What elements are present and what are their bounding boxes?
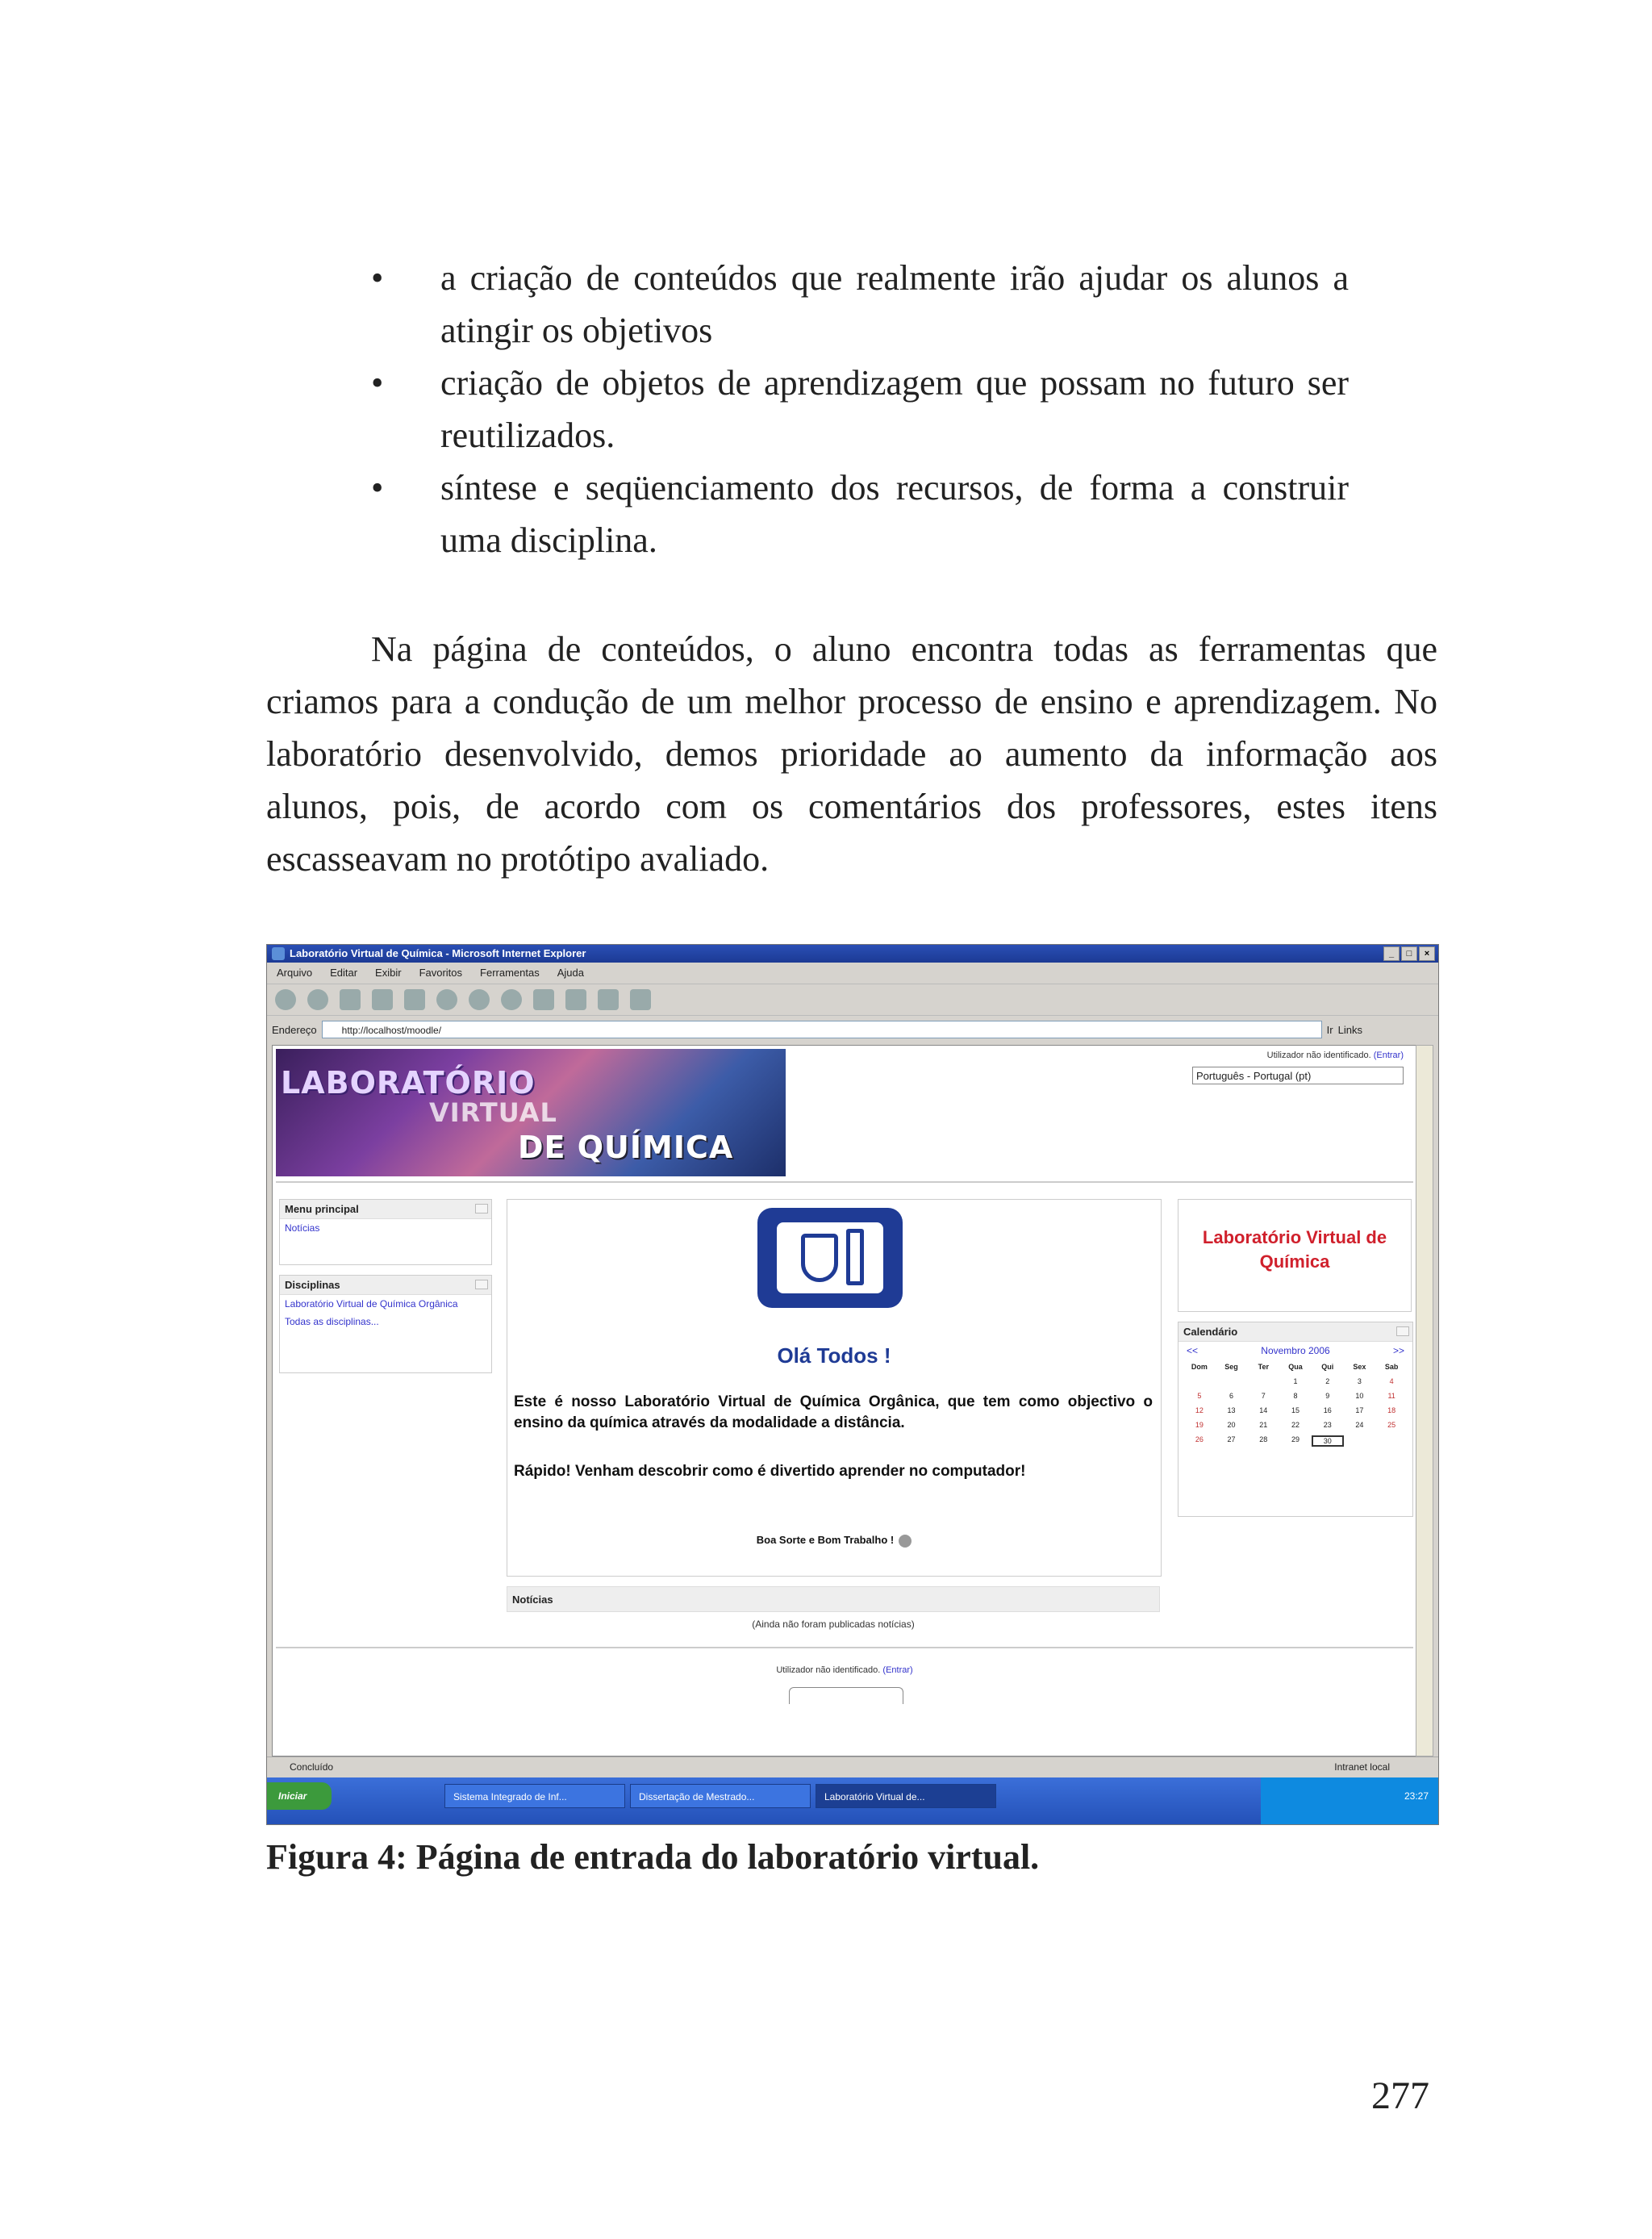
bullet-text: síntese e seqüenciamento dos recursos, de forma a construir uma disciplina. xyxy=(440,468,1349,560)
calendar-day[interactable]: 6 xyxy=(1229,1392,1234,1400)
menu-item-editar[interactable]: Editar xyxy=(330,967,358,979)
banner-line3: DE QUÍMICA xyxy=(518,1130,734,1165)
news-heading: Notícias xyxy=(507,1586,1160,1612)
menu-item-favoritos[interactable]: Favoritos xyxy=(419,967,463,979)
welcome-box xyxy=(507,1199,1162,1577)
go-button[interactable]: Ir xyxy=(1326,1023,1333,1036)
calendar-day-header: Sab xyxy=(1384,1363,1399,1371)
links-label[interactable]: Links xyxy=(1337,1023,1362,1036)
login-status: Utilizador não identificado. xyxy=(1266,1051,1371,1060)
header-divider xyxy=(276,1181,1413,1183)
bullet-item: • a criação de conteúdos que realmente irão ajudar os alunos a atingir os objetivos xyxy=(371,258,1349,350)
courses-block xyxy=(279,1275,492,1373)
bullet-text: a criação de conteúdos que realmente irão ajudar os alunos a atingir os objetivos xyxy=(440,258,1349,350)
calendar-day[interactable]: 29 xyxy=(1291,1435,1299,1443)
calendar-blank xyxy=(1247,1377,1279,1385)
next-month-link[interactable]: >> xyxy=(1392,1345,1404,1356)
calendar-month[interactable]: Novembro 2006 xyxy=(1261,1345,1330,1356)
lab-title-box: Laboratório Virtual de Química xyxy=(1178,1199,1412,1312)
calendar-day[interactable]: 11 xyxy=(1387,1392,1395,1400)
print-icon[interactable] xyxy=(565,989,586,1010)
calendar-day[interactable]: 15 xyxy=(1291,1406,1299,1414)
refresh-icon[interactable] xyxy=(372,989,393,1010)
calendar-nav xyxy=(1179,1342,1412,1360)
courses-title: Disciplinas xyxy=(280,1276,491,1295)
edit-icon[interactable] xyxy=(598,989,619,1010)
browser-viewport xyxy=(272,1045,1417,1757)
collapse-icon[interactable] xyxy=(475,1280,488,1289)
main-menu-block xyxy=(279,1199,492,1265)
banner-line2: VIRTUAL xyxy=(429,1097,557,1128)
calendar-day[interactable]: 26 xyxy=(1195,1435,1204,1443)
course-link[interactable]: Laboratório Virtual de Química Orgânica xyxy=(285,1298,458,1310)
smiley-icon xyxy=(899,1535,912,1548)
task-item[interactable]: Dissertação de Mestrado... xyxy=(630,1784,811,1808)
calendar-day[interactable]: 13 xyxy=(1227,1406,1236,1414)
window-title: Laboratório Virtual de Química - Microsoft Internet Explorer xyxy=(290,947,586,959)
calendar-day[interactable]: 24 xyxy=(1355,1421,1364,1429)
folder-icon[interactable] xyxy=(630,989,651,1010)
window-titlebar xyxy=(267,945,1438,963)
calendar-day[interactable]: 16 xyxy=(1323,1406,1332,1414)
login-link[interactable]: (Entrar) xyxy=(1373,1051,1404,1060)
calendar-day-header: Qui xyxy=(1321,1363,1334,1371)
calendar-day[interactable]: 20 xyxy=(1227,1421,1236,1429)
welcome-text: Este é nosso Laboratório Virtual de Química Orgânica, que tem como objectivo o ensino da química através da modalidade a distância. xyxy=(514,1393,1153,1431)
calendar-day[interactable]: 25 xyxy=(1387,1421,1396,1429)
site-banner xyxy=(276,1049,786,1176)
figure-caption: Figura 4: Página de entrada do laboratório virtual. xyxy=(266,1837,1040,1877)
favorites-star-icon[interactable] xyxy=(469,989,490,1010)
calendar-day[interactable]: 14 xyxy=(1259,1406,1268,1414)
lab-logo-icon xyxy=(757,1208,903,1308)
address-label: Endereço xyxy=(272,1023,317,1036)
status-bar xyxy=(267,1757,1438,1776)
minimize-icon[interactable]: _ xyxy=(1383,946,1400,961)
language-select[interactable]: Português - Portugal (pt) xyxy=(1192,1067,1404,1084)
menu-item-ferramentas[interactable]: Ferramentas xyxy=(480,967,540,979)
mail-icon[interactable] xyxy=(533,989,554,1010)
taskbar xyxy=(267,1777,1438,1824)
calendar-day[interactable]: 30 xyxy=(1312,1435,1344,1447)
welcome-text-2: Rápido! Venham descobrir como é divertido aprender no computador! xyxy=(514,1463,1026,1480)
calendar-day[interactable]: 21 xyxy=(1259,1421,1268,1429)
calendar-day[interactable]: 10 xyxy=(1355,1392,1364,1400)
footer-login-link[interactable]: (Entrar) xyxy=(882,1665,913,1675)
calendar-day[interactable]: 22 xyxy=(1291,1421,1299,1429)
calendar-day-header: Seg xyxy=(1224,1363,1238,1371)
bullet-text: criação de objetos de aprendizagem que possam no futuro ser reutilizados. xyxy=(440,363,1349,455)
ie-icon xyxy=(272,947,285,960)
calendar-day[interactable]: 7 xyxy=(1261,1392,1266,1400)
calendar-blank xyxy=(1183,1377,1216,1385)
footer-login-info: Utilizador não identificado. (Entrar) xyxy=(776,1665,913,1675)
menu-bar xyxy=(267,964,1438,982)
calendar-day[interactable]: 12 xyxy=(1195,1406,1204,1414)
forward-icon[interactable] xyxy=(307,989,328,1010)
menu-item-arquivo[interactable]: Arquivo xyxy=(277,967,313,979)
page-number: 277 xyxy=(1371,2074,1429,2117)
start-button[interactable]: Iniciar xyxy=(267,1782,332,1810)
calendar-day[interactable]: 23 xyxy=(1323,1421,1332,1429)
calendar-blank xyxy=(1216,1377,1248,1385)
login-info xyxy=(1267,1051,1404,1060)
calendar-day[interactable]: 27 xyxy=(1227,1435,1236,1443)
home-icon[interactable] xyxy=(404,989,425,1010)
calendar-day[interactable]: 18 xyxy=(1387,1406,1396,1414)
bullet-list xyxy=(266,252,1437,566)
calendar-day[interactable]: 17 xyxy=(1355,1406,1364,1414)
search-icon[interactable] xyxy=(436,989,457,1010)
good-luck-text: Boa Sorte e Bom Trabalho ! xyxy=(507,1534,1161,1548)
task-items xyxy=(444,1784,996,1808)
footer-divider xyxy=(276,1647,1413,1648)
vertical-scrollbar[interactable] xyxy=(1416,1045,1433,1757)
bullet-item: • síntese e seqüenciamento dos recursos, de forma a construir uma disciplina. xyxy=(371,468,1349,560)
clock: 23:27 xyxy=(1261,1777,1438,1824)
window-controls xyxy=(1383,946,1435,961)
status-text: Concluído xyxy=(290,1761,334,1773)
collapse-icon[interactable] xyxy=(475,1204,488,1213)
task-item[interactable]: Sistema Integrado de Inf... xyxy=(444,1784,625,1808)
calendar-day[interactable]: 28 xyxy=(1259,1435,1268,1443)
address-bar xyxy=(267,1017,1438,1042)
calendar-grid xyxy=(1179,1360,1412,1450)
task-item-active[interactable]: Laboratório Virtual de... xyxy=(816,1784,996,1808)
main-menu-news-link[interactable]: Notícias xyxy=(285,1222,320,1234)
collapse-icon[interactable] xyxy=(1396,1326,1409,1336)
calendar-day[interactable]: 5 xyxy=(1197,1392,1202,1400)
hello-heading: Olá Todos ! xyxy=(777,1343,891,1368)
calendar-day-header: Ter xyxy=(1258,1363,1269,1371)
news-empty-text: (Ainda não foram publicadas notícias) xyxy=(752,1619,915,1630)
address-input[interactable]: http://localhost/moodle/ xyxy=(322,1021,1322,1038)
calendar-day[interactable]: 2 xyxy=(1325,1377,1330,1385)
banner-line1: LABORATÓRIO xyxy=(281,1065,536,1101)
calendar-day-header: Dom xyxy=(1191,1363,1208,1371)
prev-month-link[interactable]: << xyxy=(1187,1345,1199,1356)
close-icon[interactable]: × xyxy=(1419,946,1435,961)
menu-item-exibir[interactable]: Exibir xyxy=(375,967,402,979)
home-button[interactable] xyxy=(789,1687,903,1704)
main-menu-title: Menu principal xyxy=(280,1200,491,1219)
toolbar xyxy=(267,984,1438,1016)
bullet-item: • criação de objetos de aprendizagem que possam no futuro ser reutilizados. xyxy=(371,363,1349,455)
menu-item-ajuda[interactable]: Ajuda xyxy=(557,967,584,979)
security-zone: Intranet local xyxy=(1334,1761,1390,1773)
calendar-day[interactable]: 3 xyxy=(1357,1377,1362,1385)
history-icon[interactable] xyxy=(501,989,522,1010)
body-paragraph: Na página de conteúdos, o aluno encontra todas as ferramentas que criamos para a condução de um melhor processo de ensino e aprendizagem. No laboratório desenvolvido, demos prioridade ao aumento da informação aos alunos, pois, de acordo com os comentários dos professores, estes itens escasseavam no protótipo avaliado. xyxy=(266,629,1437,879)
calendar-day[interactable]: 4 xyxy=(1389,1377,1394,1385)
calendar-day[interactable]: 19 xyxy=(1195,1421,1204,1429)
stop-icon[interactable] xyxy=(340,989,361,1010)
calendar-day[interactable]: 1 xyxy=(1293,1377,1298,1385)
back-icon[interactable] xyxy=(275,989,296,1010)
calendar-day[interactable]: 9 xyxy=(1325,1392,1330,1400)
calendar-title: Calendário xyxy=(1179,1322,1412,1342)
calendar-day[interactable]: 8 xyxy=(1293,1392,1298,1400)
calendar-day-header: Sex xyxy=(1353,1363,1366,1371)
figure-screenshot xyxy=(266,944,1439,1825)
calendar-block xyxy=(1178,1322,1413,1517)
maximize-icon[interactable]: □ xyxy=(1401,946,1417,961)
calendar-day-header: Qua xyxy=(1288,1363,1303,1371)
all-courses-link[interactable]: Todas as disciplinas... xyxy=(285,1316,379,1327)
